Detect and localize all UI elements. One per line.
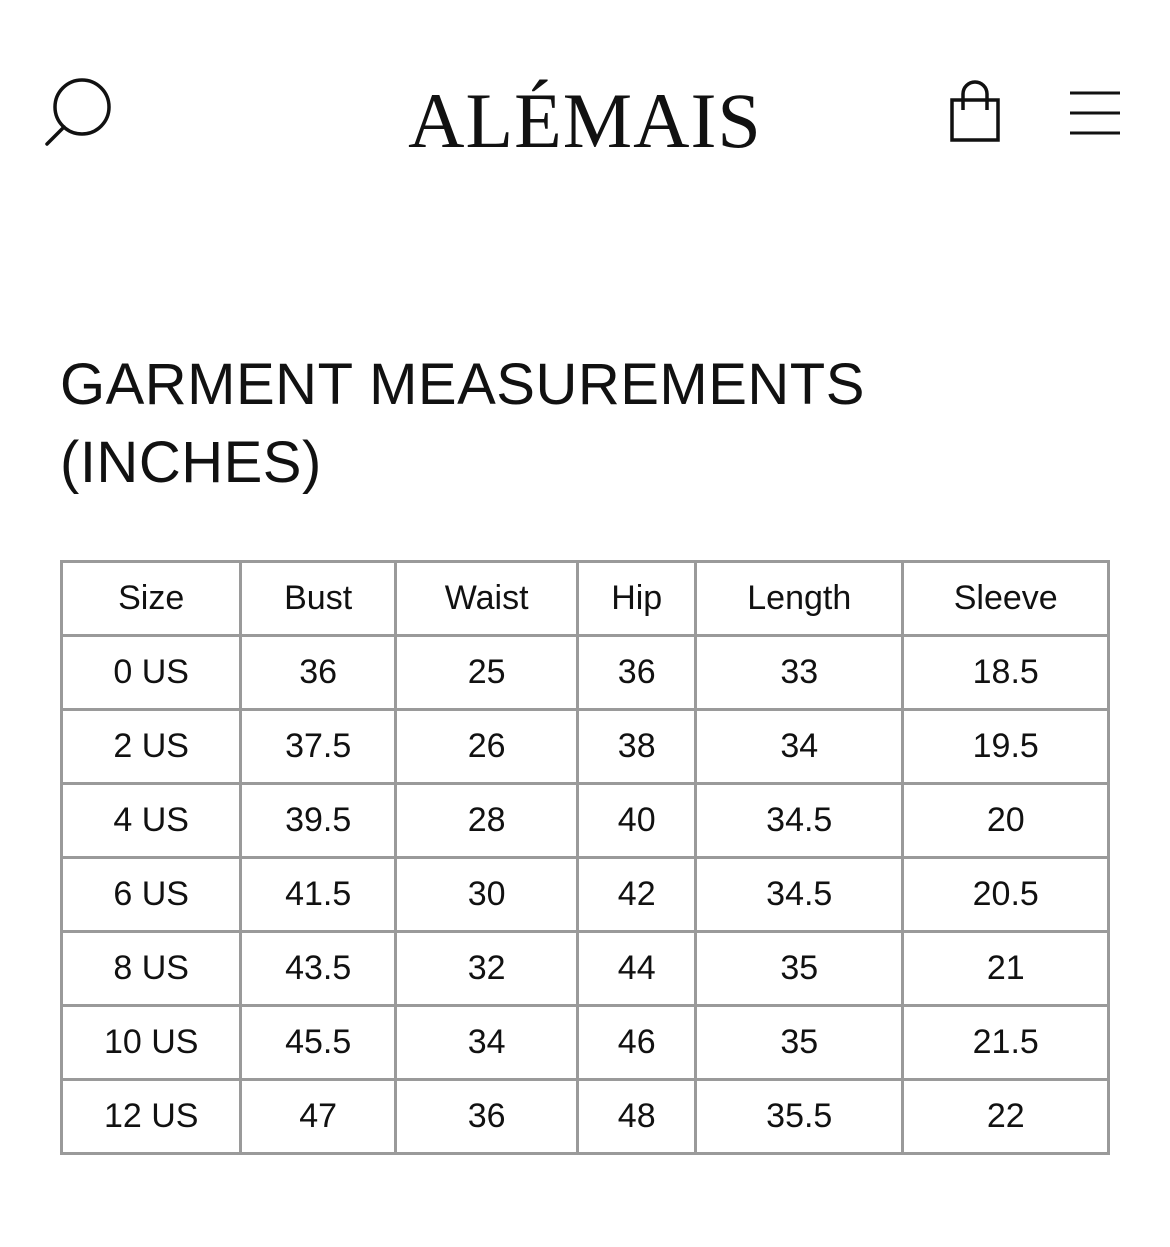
- table-row: [62, 858, 1109, 932]
- cart-button[interactable]: [945, 78, 1005, 146]
- cell-size: 10 US: [62, 1006, 241, 1080]
- table-row: [62, 1006, 1109, 1080]
- column-header-size: Size: [62, 562, 241, 636]
- site-header: [0, 0, 1170, 200]
- cell-length: 34.5: [696, 784, 903, 858]
- cell-hip: 40: [578, 784, 696, 858]
- cell-length: 35: [696, 1006, 903, 1080]
- cell-size: 2 US: [62, 710, 241, 784]
- cell-size: 8 US: [62, 932, 241, 1006]
- cell-length: 35: [696, 932, 903, 1006]
- cell-sleeve: 20.5: [903, 858, 1109, 932]
- cell-bust: 41.5: [241, 858, 396, 932]
- cell-sleeve: 21: [903, 932, 1109, 1006]
- cell-sleeve: 19.5: [903, 710, 1109, 784]
- cell-sleeve: 22: [903, 1080, 1109, 1154]
- cell-hip: 46: [578, 1006, 696, 1080]
- shopping-bag-icon: [945, 78, 1005, 146]
- hamburger-menu-icon: [1066, 88, 1124, 138]
- cell-length: 34.5: [696, 858, 903, 932]
- cell-bust: 43.5: [241, 932, 396, 1006]
- cell-length: 35.5: [696, 1080, 903, 1154]
- cell-bust: 39.5: [241, 784, 396, 858]
- cell-bust: 47: [241, 1080, 396, 1154]
- cell-size: 6 US: [62, 858, 241, 932]
- table-row: [62, 636, 1109, 710]
- cell-waist: 30: [395, 858, 577, 932]
- column-header-waist: Waist: [395, 562, 577, 636]
- page-title: GARMENT MEASUREMENTS (INCHES): [60, 352, 865, 495]
- cell-hip: 48: [578, 1080, 696, 1154]
- cell-bust: 36: [241, 636, 396, 710]
- cell-length: 33: [696, 636, 903, 710]
- search-button[interactable]: [40, 76, 116, 152]
- column-header-length: Length: [696, 562, 903, 636]
- column-header-sleeve: Sleeve: [903, 562, 1109, 636]
- cell-hip: 38: [578, 710, 696, 784]
- table-row: [62, 1080, 1109, 1154]
- cell-sleeve: 21.5: [903, 1006, 1109, 1080]
- cell-bust: 37.5: [241, 710, 396, 784]
- size-chart-table: [60, 560, 1110, 1155]
- cell-size: 0 US: [62, 636, 241, 710]
- cell-waist: 32: [395, 932, 577, 1006]
- menu-button[interactable]: [1066, 88, 1124, 138]
- cell-waist: 34: [395, 1006, 577, 1080]
- table-row: [62, 784, 1109, 858]
- cell-waist: 26: [395, 710, 577, 784]
- cell-waist: 25: [395, 636, 577, 710]
- cell-sleeve: 20: [903, 784, 1109, 858]
- search-icon: [40, 76, 116, 152]
- column-header-bust: Bust: [241, 562, 396, 636]
- cell-waist: 36: [395, 1080, 577, 1154]
- table-row: [62, 710, 1109, 784]
- cell-length: 34: [696, 710, 903, 784]
- table-header-row: [62, 562, 1109, 636]
- table-row: [62, 932, 1109, 1006]
- cell-hip: 36: [578, 636, 696, 710]
- cell-bust: 45.5: [241, 1006, 396, 1080]
- cell-size: 12 US: [62, 1080, 241, 1154]
- cell-hip: 44: [578, 932, 696, 1006]
- cell-waist: 28: [395, 784, 577, 858]
- brand-logo[interactable]: ALÉMAIS: [408, 77, 762, 164]
- cell-sleeve: 18.5: [903, 636, 1109, 710]
- cell-hip: 42: [578, 858, 696, 932]
- cell-size: 4 US: [62, 784, 241, 858]
- column-header-hip: Hip: [578, 562, 696, 636]
